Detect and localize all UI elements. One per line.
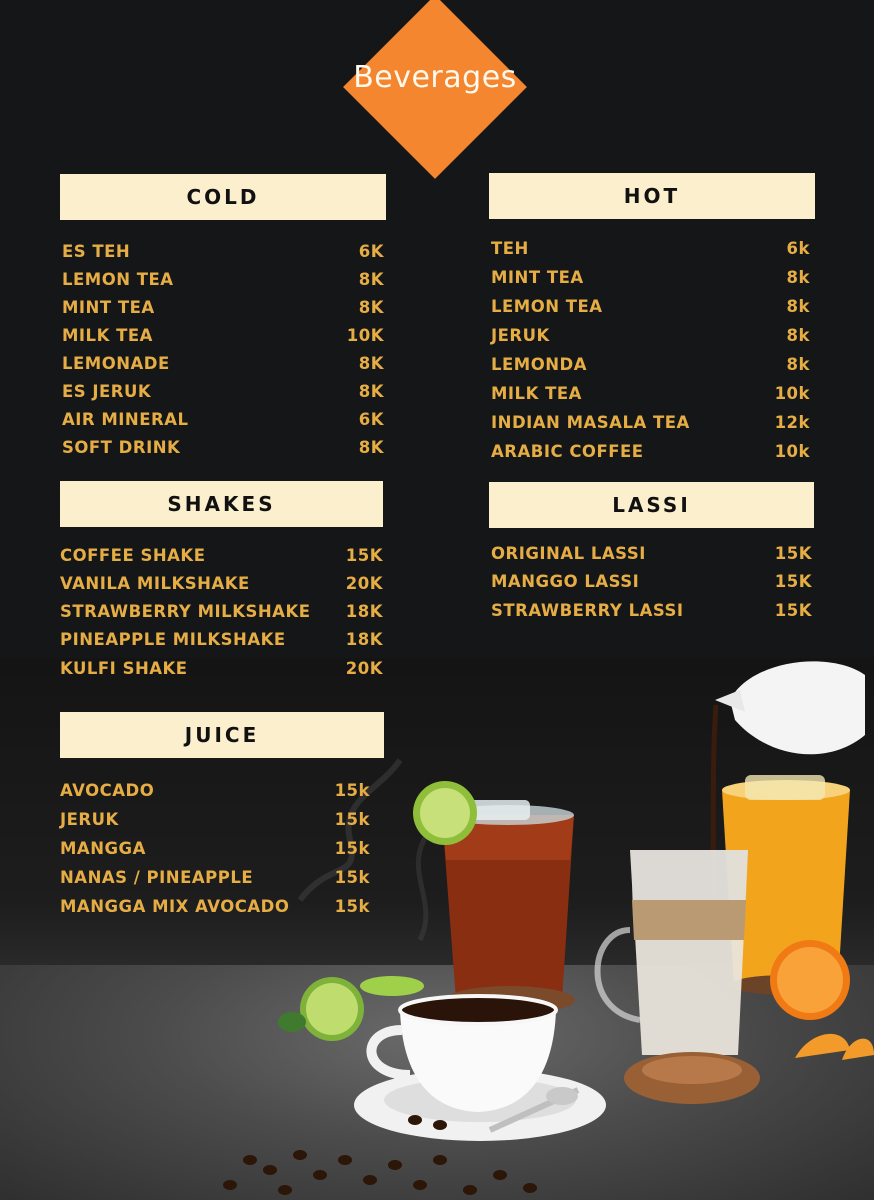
cold-item bbox=[62, 238, 384, 264]
cold-section-header: COLD bbox=[60, 174, 386, 220]
item-name: MILK TEA bbox=[62, 325, 153, 345]
lassi-section-header: LASSI bbox=[489, 482, 814, 528]
item-price: 15k bbox=[334, 780, 370, 800]
cold-item bbox=[62, 434, 384, 460]
item-price: 6K bbox=[358, 241, 384, 261]
item-price: 15k bbox=[334, 896, 370, 916]
item-name: MANGGA bbox=[60, 838, 146, 858]
item-name: ES JERUK bbox=[62, 381, 152, 401]
item-price: 15k bbox=[334, 838, 370, 858]
item-price: 15K bbox=[774, 543, 812, 563]
shakes-item bbox=[60, 542, 383, 568]
item-price: 12k bbox=[774, 412, 810, 432]
juice-section-header: JUICE bbox=[60, 712, 384, 758]
cold-item bbox=[62, 406, 384, 432]
item-name: STRAWBERRY LASSI bbox=[491, 600, 684, 620]
juice-item bbox=[60, 864, 370, 890]
item-name: STRAWBERRY MILKSHAKE bbox=[60, 601, 311, 621]
item-name: AIR MINERAL bbox=[62, 409, 189, 429]
hot-item bbox=[491, 235, 810, 261]
item-name: VANILA MILKSHAKE bbox=[60, 573, 250, 593]
cold-item bbox=[62, 322, 384, 348]
lassi-item bbox=[491, 540, 812, 566]
item-name: PINEAPPLE MILKSHAKE bbox=[60, 629, 286, 649]
item-price: 6K bbox=[358, 409, 384, 429]
shakes-item bbox=[60, 598, 383, 624]
item-name: MINT TEA bbox=[491, 267, 584, 287]
item-price: 8k bbox=[786, 354, 810, 374]
item-price: 10k bbox=[774, 383, 810, 403]
item-name: JERUK bbox=[491, 325, 550, 345]
item-price: 8k bbox=[786, 325, 810, 345]
hot-item bbox=[491, 409, 810, 435]
hot-section-header: HOT bbox=[489, 173, 815, 219]
item-name: MINT TEA bbox=[62, 297, 155, 317]
cold-item bbox=[62, 378, 384, 404]
item-name: COFFEE SHAKE bbox=[60, 545, 206, 565]
juice-item bbox=[60, 777, 370, 803]
item-price: 20K bbox=[345, 658, 383, 678]
item-name: LEMONADE bbox=[62, 353, 170, 373]
item-price: 8K bbox=[358, 353, 384, 373]
item-name: MILK TEA bbox=[491, 383, 582, 403]
item-price: 20K bbox=[345, 573, 383, 593]
item-name: TEH bbox=[491, 238, 529, 258]
item-name: MANGGA MIX AVOCADO bbox=[60, 896, 290, 916]
item-price: 15K bbox=[774, 571, 812, 591]
item-price: 15K bbox=[345, 545, 383, 565]
item-name: NANAS / PINEAPPLE bbox=[60, 867, 254, 887]
item-name: INDIAN MASALA TEA bbox=[491, 412, 690, 432]
hot-item bbox=[491, 264, 810, 290]
cold-item bbox=[62, 266, 384, 292]
item-price: 8K bbox=[358, 269, 384, 289]
juice-item bbox=[60, 806, 370, 832]
item-name: ORIGINAL LASSI bbox=[491, 543, 646, 563]
item-name: MANGGO LASSI bbox=[491, 571, 640, 591]
item-name: SOFT DRINK bbox=[62, 437, 181, 457]
item-price: 8K bbox=[358, 437, 384, 457]
cold-item bbox=[62, 350, 384, 376]
hot-item bbox=[491, 293, 810, 319]
menu-title: Beverages bbox=[353, 60, 517, 95]
hot-item bbox=[491, 322, 810, 348]
juice-item bbox=[60, 893, 370, 919]
lassi-item bbox=[491, 568, 812, 594]
item-name: LEMON TEA bbox=[62, 269, 174, 289]
item-price: 15k bbox=[334, 809, 370, 829]
item-price: 15k bbox=[334, 867, 370, 887]
item-name: KULFI SHAKE bbox=[60, 658, 188, 678]
item-name: JERUK bbox=[60, 809, 119, 829]
item-price: 6k bbox=[786, 238, 810, 258]
item-name: LEMONDA bbox=[491, 354, 588, 374]
shakes-item bbox=[60, 570, 383, 596]
shakes-item bbox=[60, 655, 383, 681]
item-name: ARABIC COFFEE bbox=[491, 441, 644, 461]
item-price: 18K bbox=[345, 601, 383, 621]
item-price: 10K bbox=[346, 325, 384, 345]
item-price: 10k bbox=[774, 441, 810, 461]
cold-item bbox=[62, 294, 384, 320]
item-name: LEMON TEA bbox=[491, 296, 603, 316]
hot-item bbox=[491, 438, 810, 464]
hot-item bbox=[491, 380, 810, 406]
lassi-item bbox=[491, 597, 812, 623]
item-price: 8k bbox=[786, 267, 810, 287]
hot-item bbox=[491, 351, 810, 377]
shakes-section-header: SHAKES bbox=[60, 481, 383, 527]
item-price: 8k bbox=[786, 296, 810, 316]
item-price: 8K bbox=[358, 381, 384, 401]
item-name: ES TEH bbox=[62, 241, 131, 261]
item-price: 18K bbox=[345, 629, 383, 649]
item-price: 8K bbox=[358, 297, 384, 317]
item-price: 15K bbox=[774, 600, 812, 620]
juice-item bbox=[60, 835, 370, 861]
item-name: AVOCADO bbox=[60, 780, 155, 800]
shakes-item bbox=[60, 626, 383, 652]
